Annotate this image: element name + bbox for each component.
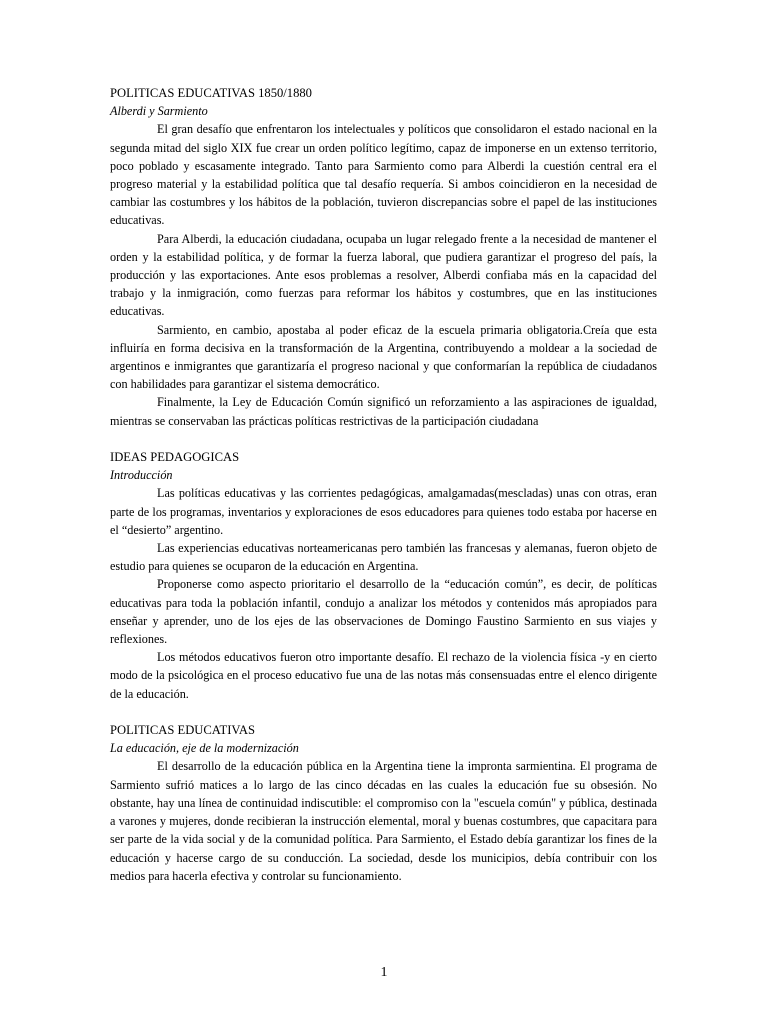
section-politicas-1850-1880 xyxy=(110,84,657,430)
paragraph: Para Alberdi, la educación ciudadana, ocupaba un lugar relegado frente a la necesidad de mantener el orden y la estabilidad política, y de formar la fuerza laboral, que pudiera garantizar el progreso del país, la producción y las exportaciones. Ante esos problemas a resolver, Alberdi confiaba más en la capacidad del trabajo y la inmigración, como fuerzas para reformar los hábitos y costumbres, que en las instituciones educativas. xyxy=(110,231,657,319)
section-title: POLITICAS EDUCATIVAS xyxy=(110,723,255,738)
section-spacer xyxy=(110,703,657,721)
document-body xyxy=(110,84,657,885)
section-title: POLITICAS EDUCATIVAS 1850/1880 xyxy=(110,86,312,100)
section-title: IDEAS PEDAGOGICAS xyxy=(110,450,240,465)
paragraph: Sarmiento, en cambio, apostaba al poder eficaz de la escuela primaria obligatoria.Creía que esta influiría en forma decisiva en la transformación de la Argentina, contribuyendo a moldear a la sociedad de argentinos e inmigrantes que garantizaría el progreso nacional y que conformarían la república de ciudadanos con habilidades para garantizar el sistema democrático. xyxy=(110,322,657,392)
section-politicas-educativas xyxy=(110,721,657,885)
paragraph: Proponerse como aspecto prioritario el desarrollo de la “educación común”, es decir, de políticas educativas para toda la población infantil, condujo a analizar los métodos y contenidos más apropiados para enseñar y aprender, uno de los ejes de las observaciones de Domingo Faustino Sarmiento en sus viajes y reflexiones. xyxy=(110,577,657,647)
section-subtitle: La educación, eje de la modernización xyxy=(110,741,299,756)
section-subtitle: Introducción xyxy=(110,468,173,483)
section-subtitle: Alberdi y Sarmiento xyxy=(110,104,208,119)
page-number: 1 xyxy=(380,965,388,980)
paragraph: El gran desafío que enfrentaron los intelectuales y políticos que consolidaron el estado nacional en la segunda mitad del siglo XIX fue crear un orden político legítimo, capaz de imponerse en un extenso territorio, poco poblado y escasamente integrado. Tanto para Sarmiento como para Alberdi la cuestión central era el progreso material y la estabilidad política que tal desafío requería. Si ambos coincidieron en la necesidad de cambiar las costumbres y los hábitos de la población, tuvieron discrepancias sobre el papel de las instituciones educativas. xyxy=(110,122,657,228)
paragraph: Las políticas educativas y las corrientes pedagógicas, amalgamadas(mescladas) unas con otras, eran parte de los programas, inventarios y exploraciones de esos educadores para quienes todo estaba por hacerse en el “desierto” argentino. xyxy=(110,486,657,537)
paragraph: Las experiencias educativas norteamericanas pero también las francesas y alemanas, fueron objeto de estudio para quienes se ocuparon de la educación en Argentina. xyxy=(110,541,657,574)
section-ideas-pedagogicas xyxy=(110,448,657,703)
section-spacer xyxy=(110,430,657,448)
paragraph: El desarrollo de la educación pública en la Argentina tiene la impronta sarmientina. El programa de Sarmiento sufrió matices a lo largo de las cinco décadas en las cuales la educación fue su obsesión. No obstante, hay una línea de continuidad indiscutible: el compromiso con la "escuela común" y pública, destinada a varones y mujeres, donde recibieran la instrucción elemental, moral y buenas costumbres, que capacitara para ser parte de la vida social y de la comunidad política. Para Sarmiento, el Estado debía garantizar los fines de la educación y hacerse cargo de su conducción. La sociedad, desde los municipios, debía contribuir con los medios para hacerla efectiva y controlar su funcionamiento. xyxy=(110,759,657,883)
paragraph: Los métodos educativos fueron otro importante desafío. El rechazo de la violencia física -y en cierto modo de la psicológica en el proceso educativo fue una de las notas más consensuadas entre el elenco dirigente de la educación. xyxy=(110,650,657,701)
paragraph: Finalmente, la Ley de Educación Común significó un reforzamiento a las aspiraciones de igualdad, mientras se conservaban las prácticas políticas restrictivas de la participación ciudadana xyxy=(110,395,657,428)
